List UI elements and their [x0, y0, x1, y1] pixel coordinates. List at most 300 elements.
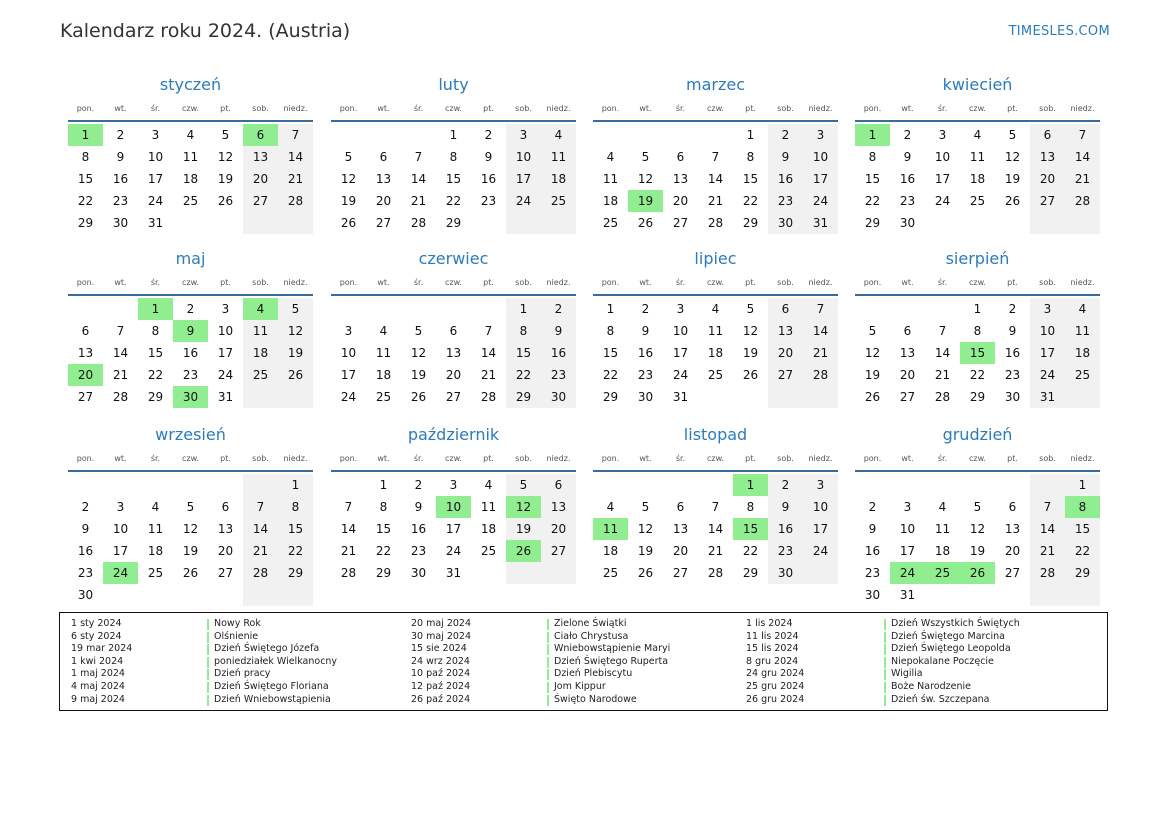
day-cell: 16: [182, 346, 199, 360]
day-cell: 20: [243, 168, 278, 190]
weekday-label: pon.: [76, 278, 95, 287]
day-cell: 22: [742, 544, 759, 558]
day-cell: 31: [899, 588, 916, 602]
day-cell: 14: [1065, 146, 1100, 168]
holiday-name: Jom Kippur: [547, 681, 670, 694]
day-cell: 21: [243, 540, 278, 562]
day-cell: 9: [116, 150, 125, 164]
month-name: marzec: [685, 75, 745, 94]
weekday-label: pt.: [1007, 104, 1018, 113]
month-5: [331, 248, 576, 408]
weekday-label: sob.: [515, 278, 532, 287]
holiday-date: 1 kwi 2024: [71, 655, 124, 667]
day-cell: 14: [934, 346, 951, 360]
day-cell: 29: [742, 216, 759, 230]
day-cell: 18: [243, 342, 278, 364]
day-cell: 7: [938, 324, 947, 338]
legend-names-column: [207, 618, 337, 706]
weekday-label: sob.: [777, 454, 794, 463]
weekday-label: niedz.: [1070, 454, 1095, 463]
empty-cell: [278, 584, 313, 606]
weekday-header: [331, 100, 576, 122]
day-cell: 29: [278, 562, 313, 584]
day-cell: 18: [480, 522, 497, 536]
day-cell: 2: [484, 128, 493, 142]
holiday-day-cell: 4: [243, 298, 278, 320]
day-cell: 28: [1065, 190, 1100, 212]
day-cell: 14: [340, 522, 357, 536]
page-title: Kalendarz roku 2024. (Austria): [60, 20, 351, 42]
day-cell: 15: [147, 346, 164, 360]
brand-link[interactable]: TIMESLES.COM: [1008, 24, 1110, 39]
month-name: czerwiec: [418, 249, 489, 268]
weekday-label: wt.: [377, 278, 390, 287]
day-cell: 27: [541, 540, 576, 562]
day-cell: 6: [1008, 500, 1017, 514]
empty-cell: [208, 474, 243, 496]
day-cell: 16: [410, 522, 427, 536]
weekday-label: sob.: [252, 454, 269, 463]
day-cell: 21: [340, 544, 357, 558]
weekday-label: czw.: [707, 104, 724, 113]
day-cell: 30: [541, 386, 576, 408]
empty-cell: [698, 474, 733, 496]
day-cell: 8: [449, 150, 458, 164]
day-cell: 23: [864, 566, 881, 580]
day-cell: 12: [340, 172, 357, 186]
empty-cell: [768, 386, 803, 408]
holiday-name: Dzień św. Szczepana: [884, 694, 1020, 707]
day-cell: 14: [707, 522, 724, 536]
day-cell: 27: [243, 190, 278, 212]
weekday-header: [593, 450, 838, 472]
day-cell: 6: [379, 150, 388, 164]
month-name: lipiec: [694, 249, 737, 268]
day-cell: 13: [768, 320, 803, 342]
day-cell: 8: [606, 324, 615, 338]
day-cell: 14: [803, 320, 838, 342]
day-cell: 18: [602, 194, 619, 208]
day-cell: 31: [803, 212, 838, 234]
empty-cell: [506, 562, 541, 584]
empty-cell: [541, 212, 576, 234]
holiday-date: 1 maj 2024: [71, 668, 125, 680]
day-cell: 12: [637, 522, 654, 536]
weekday-header: [68, 100, 313, 122]
holiday-day-cell: 25: [925, 562, 960, 584]
day-cell: 13: [445, 346, 462, 360]
month-name: styczeń: [159, 75, 222, 94]
weekday-label: sob.: [777, 278, 794, 287]
day-cell: 30: [899, 216, 916, 230]
day-cell: 19: [506, 518, 541, 540]
day-cell: 17: [934, 172, 951, 186]
holiday-date: 25 gru 2024: [746, 680, 805, 692]
empty-cell: [68, 474, 103, 496]
weekday-label: wt.: [114, 104, 127, 113]
empty-cell: [698, 124, 733, 146]
day-cell: 23: [768, 190, 803, 212]
day-cell: 23: [541, 364, 576, 386]
legend-dates-column: [71, 618, 132, 706]
weekday-header: [855, 100, 1100, 122]
weekday-label: pt.: [745, 278, 756, 287]
day-cell: 26: [637, 566, 654, 580]
day-cell: 15: [77, 172, 94, 186]
day-cell: 24: [672, 368, 689, 382]
day-cell: 21: [803, 342, 838, 364]
day-cell: 12: [864, 346, 881, 360]
day-cell: 2: [186, 302, 195, 316]
holiday-date: 20 maj 2024: [411, 618, 472, 629]
empty-cell: [698, 386, 733, 408]
day-cell: 10: [899, 522, 916, 536]
day-cell: 12: [182, 522, 199, 536]
weekday-label: śr.: [150, 278, 161, 287]
day-cell: 20: [672, 194, 689, 208]
weekday-label: pon.: [339, 104, 358, 113]
empty-cell: [890, 298, 925, 320]
day-cell: 10: [672, 324, 689, 338]
weekday-label: wt.: [639, 278, 652, 287]
day-cell: 14: [243, 518, 278, 540]
day-cell: 4: [606, 500, 615, 514]
day-cell: 7: [278, 124, 313, 146]
day-cell: 8: [746, 150, 755, 164]
day-cell: 14: [410, 172, 427, 186]
day-cell: 19: [340, 194, 357, 208]
day-cell: 3: [506, 124, 541, 146]
day-cell: 11: [480, 500, 497, 514]
day-cell: 4: [186, 128, 195, 142]
empty-cell: [401, 124, 436, 146]
day-cell: 29: [969, 390, 986, 404]
day-cell: 25: [602, 566, 619, 580]
day-cell: 11: [707, 324, 724, 338]
day-cell: 31: [147, 216, 164, 230]
empty-cell: [401, 298, 436, 320]
weekday-label: sob.: [252, 104, 269, 113]
holiday-date: 11 lis 2024: [746, 630, 799, 642]
weekday-label: sob.: [252, 278, 269, 287]
day-cell: 25: [182, 194, 199, 208]
day-cell: 5: [186, 500, 195, 514]
day-cell: 23: [112, 194, 129, 208]
day-cell: 23: [182, 368, 199, 382]
holiday-name: poniedziałek Wielkanocny: [207, 656, 337, 669]
day-cell: 3: [344, 324, 353, 338]
day-cell: 16: [864, 544, 881, 558]
weekday-label: pon.: [339, 278, 358, 287]
day-cell: 30: [1004, 390, 1021, 404]
day-cell: 26: [182, 566, 199, 580]
day-cell: 9: [541, 320, 576, 342]
day-cell: 15: [445, 172, 462, 186]
day-cell: 16: [637, 346, 654, 360]
holiday-date: 24 gru 2024: [746, 668, 805, 680]
day-cell: 11: [969, 150, 986, 164]
day-cell: 29: [1065, 562, 1100, 584]
weekday-label: śr.: [937, 278, 948, 287]
day-cell: 29: [147, 390, 164, 404]
day-cell: 29: [864, 216, 881, 230]
day-cell: 26: [410, 390, 427, 404]
holiday-day-cell: 1: [68, 124, 103, 146]
holiday-day-cell: 9: [173, 320, 208, 342]
empty-cell: [471, 562, 506, 584]
month-8: [68, 424, 313, 606]
day-cell: 24: [934, 194, 951, 208]
day-cell: 22: [278, 540, 313, 562]
day-cell: 24: [147, 194, 164, 208]
empty-cell: [103, 298, 138, 320]
day-cell: 21: [1030, 540, 1065, 562]
empty-cell: [436, 298, 471, 320]
day-cell: 4: [484, 478, 493, 492]
holiday-date: 30 maj 2024: [411, 630, 472, 642]
empty-cell: [925, 474, 960, 496]
day-cell: 14: [112, 346, 129, 360]
day-cell: 10: [217, 324, 234, 338]
holiday-legend: [59, 612, 1108, 711]
empty-cell: [855, 474, 890, 496]
day-cell: 31: [1030, 386, 1065, 408]
day-cell: 22: [969, 368, 986, 382]
empty-cell: [243, 474, 278, 496]
weekday-label: wt.: [639, 104, 652, 113]
weekday-label: wt.: [114, 454, 127, 463]
day-cell: 2: [81, 500, 90, 514]
month-name: sierpień: [945, 249, 1010, 268]
holiday-day-cell: 20: [68, 364, 103, 386]
day-cell: 18: [182, 172, 199, 186]
day-cell: 3: [938, 128, 947, 142]
month-1: [331, 74, 576, 234]
weekday-label: śr.: [150, 104, 161, 113]
day-cell: 8: [746, 500, 755, 514]
day-grid: [68, 124, 313, 234]
empty-cell: [278, 212, 313, 234]
day-cell: 10: [1030, 320, 1065, 342]
day-cell: 17: [803, 168, 838, 190]
holiday-day-cell: 30: [173, 386, 208, 408]
day-cell: 29: [375, 566, 392, 580]
empty-cell: [1030, 474, 1065, 496]
day-cell: 8: [868, 150, 877, 164]
day-cell: 15: [602, 346, 619, 360]
day-cell: 15: [1065, 518, 1100, 540]
weekday-label: pt.: [220, 104, 231, 113]
weekday-label: niedz.: [283, 278, 308, 287]
holiday-day-cell: 24: [890, 562, 925, 584]
day-cell: 12: [1004, 150, 1021, 164]
weekday-label: wt.: [377, 104, 390, 113]
empty-cell: [1065, 212, 1100, 234]
day-cell: 12: [637, 172, 654, 186]
empty-cell: [103, 584, 138, 606]
weekday-header: [331, 450, 576, 472]
day-cell: 4: [151, 500, 160, 514]
holiday-name: Wniebowstąpienie Maryi: [547, 643, 670, 656]
day-cell: 18: [541, 168, 576, 190]
day-cell: 4: [973, 128, 982, 142]
weekday-label: sob.: [1039, 278, 1056, 287]
day-cell: 13: [672, 522, 689, 536]
day-cell: 19: [969, 544, 986, 558]
day-cell: 29: [602, 390, 619, 404]
day-cell: 22: [147, 368, 164, 382]
day-cell: 20: [1030, 168, 1065, 190]
day-cell: 28: [707, 216, 724, 230]
day-grid: [68, 298, 313, 408]
day-cell: 22: [77, 194, 94, 208]
day-cell: 25: [541, 190, 576, 212]
weekday-label: wt.: [901, 454, 914, 463]
month-3: [855, 74, 1100, 234]
day-grid: [855, 474, 1100, 606]
day-cell: 28: [410, 216, 427, 230]
empty-cell: [366, 298, 401, 320]
day-cell: 28: [243, 562, 278, 584]
day-cell: 12: [742, 324, 759, 338]
empty-cell: [925, 584, 960, 606]
day-cell: 24: [340, 390, 357, 404]
day-cell: 14: [707, 172, 724, 186]
weekday-label: śr.: [413, 454, 424, 463]
day-cell: 28: [803, 364, 838, 386]
weekday-label: sob.: [1039, 104, 1056, 113]
day-cell: 17: [112, 544, 129, 558]
day-cell: 11: [147, 522, 164, 536]
day-cell: 27: [672, 566, 689, 580]
day-cell: 20: [217, 544, 234, 558]
day-cell: 17: [899, 544, 916, 558]
day-cell: 6: [541, 474, 576, 496]
day-cell: 16: [768, 518, 803, 540]
weekday-label: czw.: [182, 278, 199, 287]
empty-cell: [803, 386, 838, 408]
day-cell: 4: [711, 302, 720, 316]
day-cell: 28: [278, 190, 313, 212]
day-cell: 16: [768, 168, 803, 190]
day-cell: 3: [1030, 298, 1065, 320]
day-cell: 23: [410, 544, 427, 558]
day-cell: 30: [410, 566, 427, 580]
day-cell: 3: [116, 500, 125, 514]
day-cell: 2: [1008, 302, 1017, 316]
day-cell: 26: [637, 216, 654, 230]
day-cell: 30: [637, 390, 654, 404]
empty-cell: [208, 212, 243, 234]
day-cell: 17: [1030, 342, 1065, 364]
holiday-day-cell: 24: [103, 562, 138, 584]
day-cell: 2: [768, 474, 803, 496]
legend-dates-column: [411, 618, 471, 706]
holiday-name: Święto Narodowe: [547, 694, 670, 707]
empty-cell: [593, 124, 628, 146]
day-cell: 27: [1030, 190, 1065, 212]
empty-cell: [541, 562, 576, 584]
day-cell: 9: [1008, 324, 1017, 338]
day-cell: 13: [217, 522, 234, 536]
day-cell: 7: [1030, 496, 1065, 518]
empty-cell: [506, 212, 541, 234]
weekday-label: niedz.: [808, 278, 833, 287]
day-cell: 31: [217, 390, 234, 404]
day-cell: 28: [1030, 562, 1065, 584]
day-cell: 7: [803, 298, 838, 320]
weekday-label: śr.: [150, 454, 161, 463]
holiday-name: Zielone Świątki: [547, 618, 670, 631]
day-cell: 16: [77, 544, 94, 558]
empty-cell: [173, 212, 208, 234]
holiday-day-cell: 19: [628, 190, 663, 212]
holiday-date: 8 gru 2024: [746, 655, 799, 667]
day-cell: 5: [641, 500, 650, 514]
day-cell: 15: [278, 518, 313, 540]
day-cell: 8: [506, 320, 541, 342]
day-cell: 23: [899, 194, 916, 208]
day-cell: 25: [375, 390, 392, 404]
holiday-date: 15 lis 2024: [746, 643, 799, 655]
day-cell: 18: [375, 368, 392, 382]
day-cell: 26: [278, 364, 313, 386]
empty-cell: [663, 124, 698, 146]
day-cell: 13: [672, 172, 689, 186]
day-cell: 11: [541, 146, 576, 168]
empty-cell: [890, 474, 925, 496]
day-cell: 21: [278, 168, 313, 190]
empty-cell: [663, 474, 698, 496]
day-cell: 16: [899, 172, 916, 186]
weekday-label: czw.: [969, 278, 986, 287]
weekday-label: wt.: [901, 104, 914, 113]
weekday-label: śr.: [413, 104, 424, 113]
day-cell: 9: [81, 522, 90, 536]
day-cell: 2: [903, 128, 912, 142]
day-cell: 10: [147, 150, 164, 164]
day-cell: 7: [711, 500, 720, 514]
day-cell: 21: [112, 368, 129, 382]
weekday-label: wt.: [377, 454, 390, 463]
day-cell: 28: [340, 566, 357, 580]
holiday-date: 6 sty 2024: [71, 630, 122, 642]
empty-cell: [68, 298, 103, 320]
day-cell: 6: [676, 150, 685, 164]
holiday-date: 19 mar 2024: [71, 643, 133, 655]
day-cell: 3: [803, 124, 838, 146]
weekday-label: czw.: [707, 278, 724, 287]
holiday-day-cell: 26: [960, 562, 995, 584]
day-grid: [855, 124, 1100, 234]
day-cell: 13: [375, 172, 392, 186]
weekday-header: [855, 450, 1100, 472]
day-cell: 20: [672, 544, 689, 558]
month-6: [593, 248, 838, 408]
empty-cell: [173, 584, 208, 606]
weekday-label: pon.: [863, 454, 882, 463]
day-cell: 17: [445, 522, 462, 536]
weekday-header: [68, 450, 313, 472]
day-cell: 5: [414, 324, 423, 338]
empty-cell: [243, 212, 278, 234]
day-cell: 5: [973, 500, 982, 514]
day-cell: 22: [864, 194, 881, 208]
month-9: [331, 424, 576, 584]
day-cell: 20: [768, 342, 803, 364]
day-cell: 3: [903, 500, 912, 514]
day-cell: 26: [340, 216, 357, 230]
